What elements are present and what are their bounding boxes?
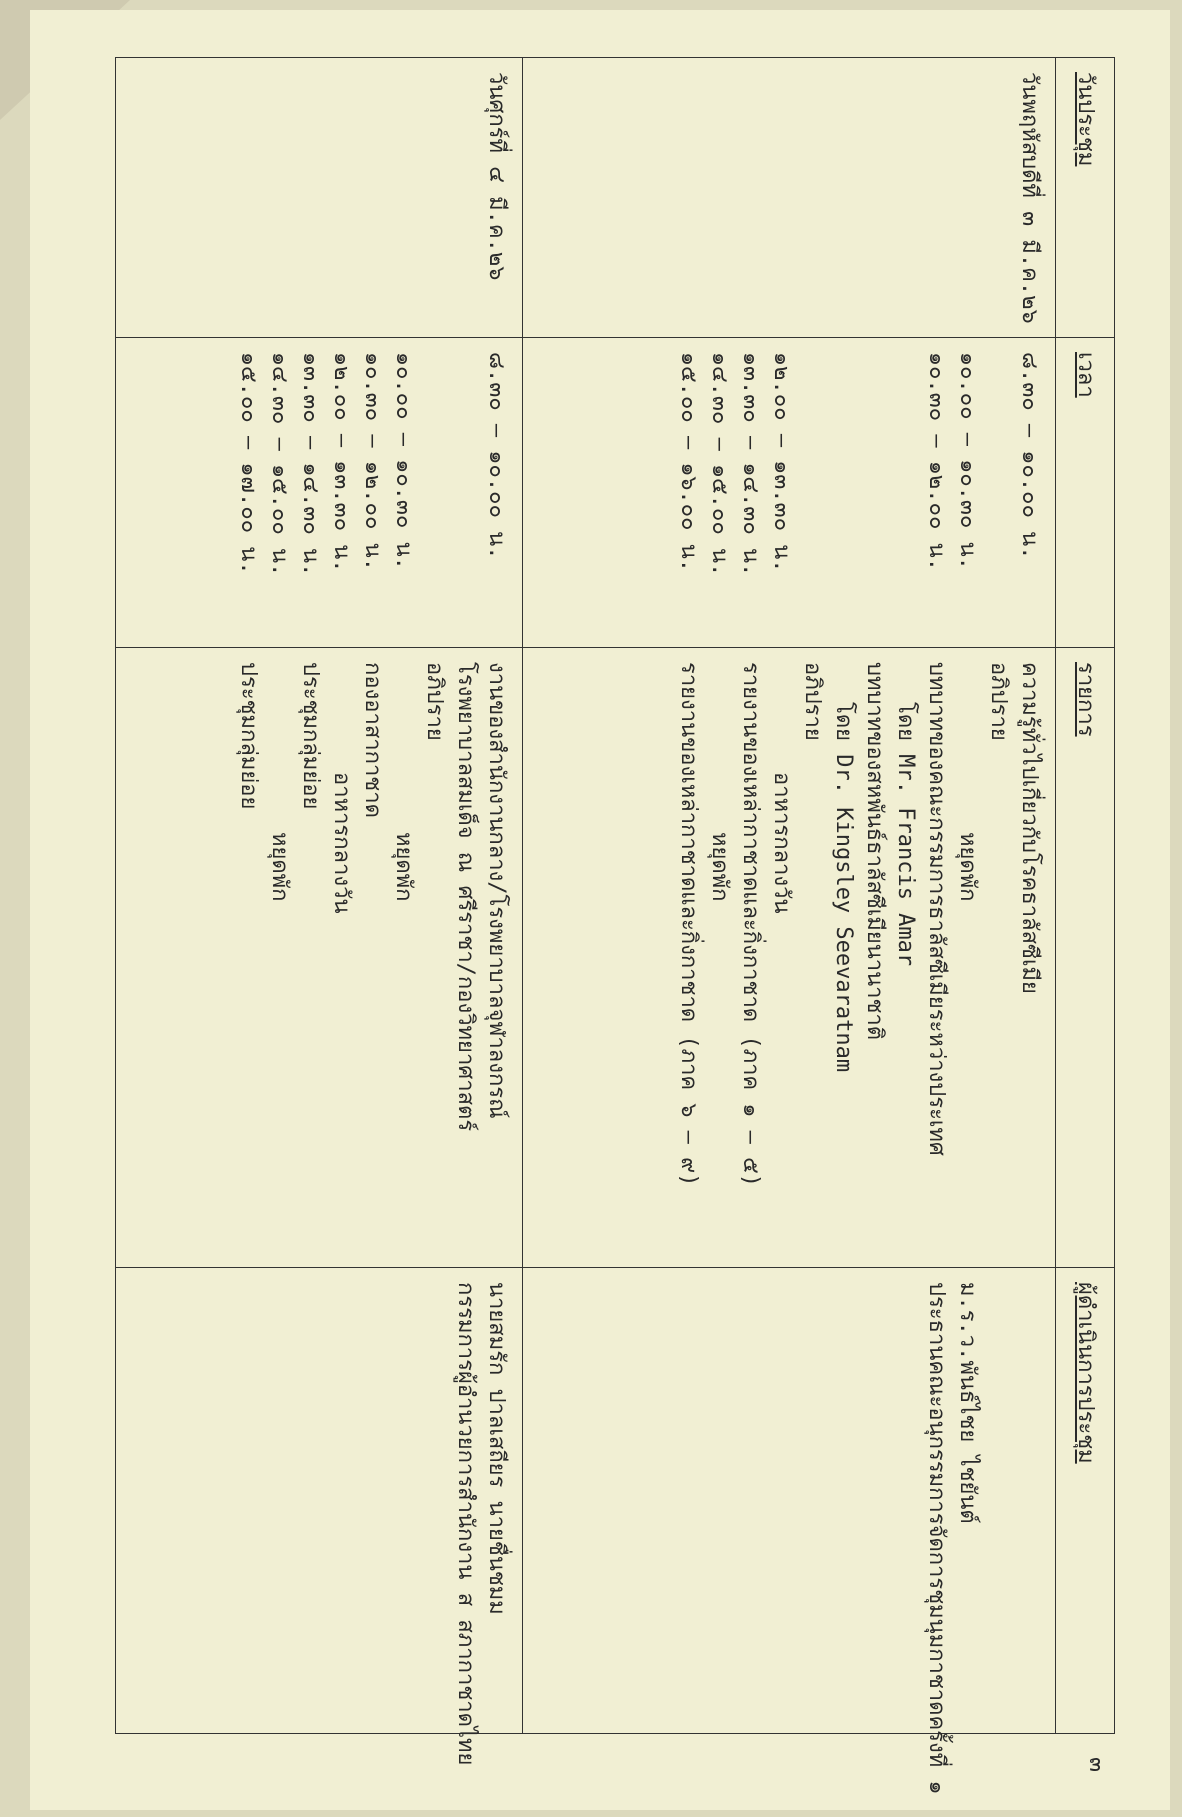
time-slot: ๑๒.๐๐ – ๑๓.๓๐ น. [769, 352, 794, 573]
time-slot: ๑๐.๓๐ – ๑๒.๐๐ น. [359, 352, 385, 571]
agenda-item: อภิปราย [800, 662, 825, 741]
agenda-item: หยุดพัก [266, 832, 292, 902]
agenda-item: หยุดพัก [707, 832, 732, 902]
agenda-item: อภิปราย [986, 662, 1011, 741]
time-slot: ๑๐.๐๐ – ๑๐.๓๐ น. [955, 352, 980, 570]
day1-row [522, 58, 1055, 1734]
header-agenda: รายการ [1056, 648, 1115, 1268]
agenda-item: ความรู้ทั่วไปเกี่ยวกับโรคธาลัสซีเมีย [1017, 662, 1042, 994]
agenda-item: โรงพยาบาลสมเด็จ ณ ศรีราชา/กองวิทยาศาสตร์ [452, 662, 478, 1132]
day2-date-cell [116, 58, 523, 338]
agenda-item: โดย Dr. Kingsley Seevaratnam [831, 702, 856, 1073]
document-page [30, 10, 1170, 1810]
time-slot: ๑๐.๓๐ – ๑๒.๐๐ น. [924, 352, 949, 571]
time-slot: ๑๔.๓๐ – ๑๕.๐๐ น. [707, 352, 732, 577]
chair-name: นายสมรัก ปาลเสถียร นายชื่นชมม [483, 1282, 509, 1615]
time-slot: ๑๓.๓๐ – ๑๔.๓๐ น. [297, 352, 323, 577]
time-slot: ๑๔.๓๐ – ๑๕.๐๐ น. [266, 352, 292, 577]
day1-date: วันพฤหัสบดีที่ ๓ มี.ค.๒๖ [1017, 72, 1042, 324]
chair-name: ม.ร.ว.พันธ์ไชย ไชยันต์ [955, 1282, 980, 1524]
day1-date-cell [522, 58, 1055, 338]
agenda-item: รายงานของเหล่ากาชาดและกิ่งกาชาด (ภาค ๑ – ๕) [738, 662, 763, 1187]
rotated-content [65, 37, 1135, 1795]
agenda-item: รายงานของเหล่ากาชาดและกิ่งกาชาด (ภาค ๖ – ๙) [676, 662, 701, 1187]
agenda-item: ประชุมกลุ่มย่อย [235, 662, 261, 810]
chair-title: ประธานคณะอนุกรรมการจัดการชุมนุมกาชาดครั้งที่ ๑ [924, 1282, 949, 1795]
header-date: วันประชุม [1056, 58, 1115, 338]
header-time: เวลา [1056, 338, 1115, 648]
time-slot: ๑๐.๐๐ – ๑๐.๓๐ น. [390, 352, 416, 570]
agenda-item: หยุดพัก [955, 832, 980, 902]
chair-title: กรรมการผู้อำนวยการสำนักงาน ส สภากาชาดไทย [452, 1282, 478, 1766]
agenda-item: งานของสำนักงานกลาง/โรงพยาบาลจุฬาลงกรณ์ [483, 662, 509, 1119]
time-slot: ๑๓.๓๐ – ๑๔.๓๐ น. [738, 352, 763, 577]
agenda-item: บทบาทของคณะกรรมการธาลัสซีเมียระหว่างประเทศ [924, 662, 949, 1156]
day2-chair-cell [116, 1268, 523, 1766]
agenda-item: อภิปราย [421, 662, 447, 741]
agenda-item: อาหารกลางวัน [769, 772, 794, 914]
agenda-item: บทบาทของสหพันธ์ธาลัสซีเมียนานาชาติ [862, 662, 887, 1041]
time-slot: ๘.๓๐ – ๑๐.๐๐ น. [483, 352, 509, 560]
time-slot: ๑๒.๐๐ – ๑๓.๓๐ น. [328, 352, 354, 573]
header-chair: ผู้ดำเนินการประชุม [1056, 1268, 1115, 1734]
schedule-table [115, 57, 1115, 1795]
page-number: ๓ [1084, 1757, 1109, 1773]
agenda-item: หยุดพัก [390, 832, 416, 902]
day2-agenda-cell [116, 648, 523, 1268]
time-slot: ๑๕.๐๐ – ๑๗.๐๐ น. [235, 352, 261, 575]
header-row [1056, 58, 1115, 1734]
agenda-item: โดย Mr. Francis Amar [893, 702, 918, 967]
day2-date: วันศุกร์ที่ ๔ มี.ค.๒๖ [483, 72, 509, 281]
day2-row [116, 58, 523, 1734]
day2-time-cell [116, 338, 523, 648]
time-slot: ๑๕.๐๐ – ๑๖.๐๐ น. [676, 352, 701, 573]
time-slot: ๘.๓๐ – ๑๐.๐๐ น. [1017, 352, 1042, 560]
day1-chair-cell [522, 1268, 1055, 1795]
agenda-item: อาหารกลางวัน [328, 772, 354, 914]
agenda-item: ประชุมกลุ่มย่อย [297, 662, 323, 810]
agenda-item: กองอาสากาชาด [359, 662, 385, 818]
day1-agenda-cell [522, 648, 1055, 1268]
day1-time-cell [522, 338, 1055, 648]
